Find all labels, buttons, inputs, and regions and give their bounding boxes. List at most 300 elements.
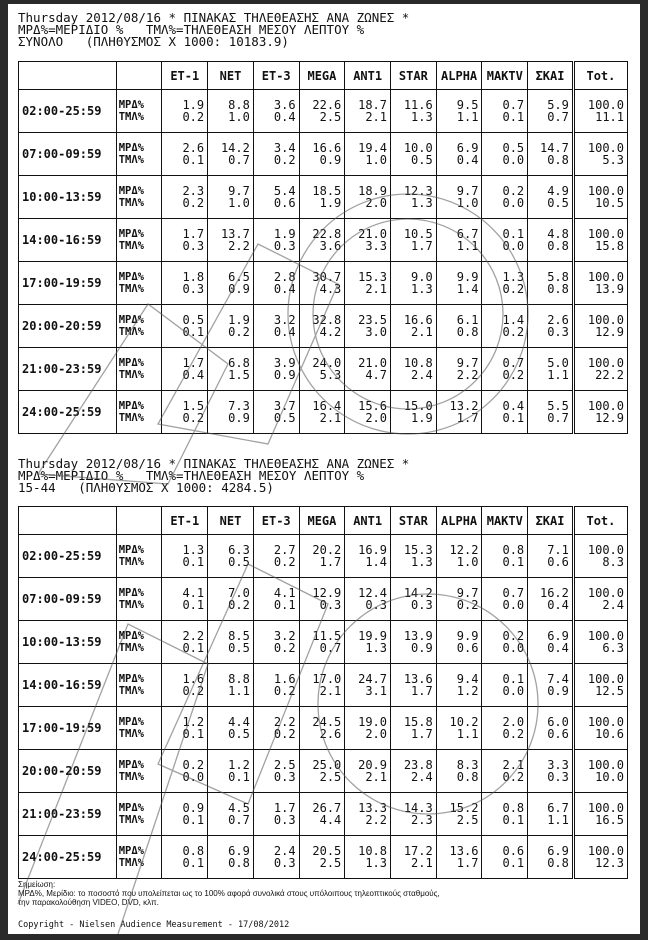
share-value: 12.3 (403, 184, 433, 198)
value-cell (208, 348, 254, 391)
time-slot: 21:00-23:59 (19, 793, 117, 836)
rating-value: 1.7 (411, 239, 433, 253)
share-label: ΜΡΔ% (118, 845, 144, 857)
rating-value: 1.0 (228, 110, 250, 124)
column-header: Tot. (573, 507, 627, 535)
rating-value: 0.4 (273, 325, 296, 339)
rating-value: 1.2 (456, 684, 479, 698)
value-cell (391, 219, 437, 262)
rating-value: 3.0 (365, 325, 387, 339)
metric-labels (116, 219, 162, 262)
share-value: 5.4 (273, 184, 296, 198)
value-cell (436, 90, 482, 133)
time-slot: 14:00-16:59 (19, 664, 117, 707)
share-value: 18.9 (358, 184, 387, 198)
time-slot: 24:00-25:59 (19, 391, 117, 434)
value-cell (528, 133, 574, 176)
rating-value: 1.3 (411, 196, 433, 210)
share-value: 6.9 (228, 844, 250, 858)
value-cell (299, 750, 345, 793)
value-cell (436, 664, 482, 707)
value-cell (345, 90, 391, 133)
ratings-table-15-44 (18, 506, 628, 879)
value-cell (391, 750, 437, 793)
value-cell (482, 348, 528, 391)
value-cell (573, 90, 627, 133)
value-cell (436, 750, 482, 793)
ratings-table-total (18, 61, 628, 434)
section1-header (18, 12, 409, 48)
value-cell (345, 578, 391, 621)
rating-label: ΤΜΛ% (118, 326, 144, 338)
share-value: 16.6 (312, 141, 342, 155)
metric-labels (116, 133, 162, 176)
share-value: 16.2 (539, 586, 569, 600)
rating-value: 0.0 (502, 684, 525, 698)
rating-value: 1.3 (411, 282, 433, 296)
share-value: 4.8 (547, 227, 569, 241)
share-value: 7.3 (228, 399, 250, 413)
value-cell (345, 176, 391, 219)
rating-value: 1.7 (456, 411, 479, 425)
share-value: 0.8 (182, 844, 205, 858)
value-cell (528, 535, 574, 578)
column-header: ALPHA (436, 62, 482, 90)
value-cell (299, 707, 345, 750)
corner-cell (116, 507, 162, 535)
rating-value: 0.0 (502, 239, 525, 253)
rating-value: 4.3 (319, 282, 342, 296)
share-value: 3.9 (273, 356, 296, 370)
share-value: 2.5 (273, 758, 296, 772)
value-cell (528, 578, 574, 621)
table-row (19, 176, 628, 219)
value-cell (528, 176, 574, 219)
value-cell (345, 664, 391, 707)
share-value: 100.0 (587, 399, 624, 413)
rating-value: 0.2 (273, 153, 296, 167)
value-cell (299, 305, 345, 348)
share-value: 1.3 (502, 270, 525, 284)
share-value: 16.9 (358, 543, 387, 557)
value-cell (573, 176, 627, 219)
time-slot: 20:00-20:59 (19, 750, 117, 793)
corner-cell (19, 507, 117, 535)
value-cell (345, 707, 391, 750)
share-value: 16.6 (403, 313, 433, 327)
value-cell (482, 133, 528, 176)
value-cell (162, 219, 208, 262)
rating-value: 12.5 (595, 684, 624, 698)
rating-value: 2.1 (319, 684, 342, 698)
rating-value: 2.1 (319, 411, 342, 425)
value-cell (391, 836, 437, 879)
rating-value: 0.2 (502, 770, 525, 784)
value-cell (345, 348, 391, 391)
share-value: 9.4 (456, 672, 479, 686)
value-cell (528, 305, 574, 348)
time-slot: 02:00-25:59 (19, 90, 117, 133)
rating-label: ΤΜΛ% (118, 857, 144, 869)
rating-value: 12.9 (595, 411, 624, 425)
rating-value: 4.4 (319, 813, 342, 827)
rating-value: 15.8 (595, 239, 624, 253)
share-value: 13.6 (403, 672, 433, 686)
value-cell (208, 391, 254, 434)
rating-value: 0.5 (411, 153, 433, 167)
section2-legend: ΜΡΔ%=ΜΕΡΙΔΙΟ % ΤΜΛ%=ΤΗΛΕΘΕΑΣΗ ΜΕΣΟΥ ΛΕΠΤΟΥ % (18, 468, 365, 483)
share-value: 22.6 (312, 98, 342, 112)
share-label: ΜΡΔ% (118, 271, 144, 283)
report-page (8, 4, 640, 934)
rating-value: 0.5 (228, 641, 250, 655)
rating-value: 10.0 (595, 770, 624, 784)
share-value: 1.7 (182, 356, 205, 370)
share-value: 7.1 (547, 543, 569, 557)
share-value: 100.0 (587, 629, 624, 643)
metric-labels (116, 176, 162, 219)
value-cell (573, 793, 627, 836)
share-value: 2.6 (547, 313, 569, 327)
share-label: ΜΡΔ% (118, 99, 144, 111)
share-value: 100.0 (587, 543, 624, 557)
rating-value: 13.9 (595, 282, 624, 296)
share-value: 2.4 (273, 844, 296, 858)
rating-value: 5.3 (602, 153, 624, 167)
share-value: 15.8 (403, 715, 433, 729)
column-header: STAR (391, 507, 437, 535)
metric-labels (116, 793, 162, 836)
share-label: ΜΡΔ% (118, 630, 144, 642)
value-cell (436, 219, 482, 262)
rating-value: 0.8 (547, 282, 569, 296)
rating-value: 0.9 (319, 153, 342, 167)
value-cell (162, 664, 208, 707)
rating-value: 0.1 (502, 856, 525, 870)
value-cell (253, 262, 299, 305)
rating-value: 2.1 (411, 325, 433, 339)
column-header: MEGA (299, 507, 345, 535)
share-value: 18.5 (312, 184, 342, 198)
rating-value: 0.3 (547, 770, 569, 784)
share-value: 8.8 (228, 672, 250, 686)
share-value: 22.8 (312, 227, 342, 241)
share-value: 14.3 (403, 801, 433, 815)
rating-value: 1.7 (456, 856, 479, 870)
rating-value: 3.3 (365, 239, 387, 253)
value-cell (208, 90, 254, 133)
share-value: 1.3 (182, 543, 205, 557)
rating-value: 0.0 (502, 196, 525, 210)
rating-value: 0.1 (182, 153, 205, 167)
share-value: 14.2 (220, 141, 250, 155)
time-slot: 24:00-25:59 (19, 836, 117, 879)
rating-value: 0.1 (502, 411, 525, 425)
share-value: 24.7 (358, 672, 387, 686)
column-header: ΣΚΑΙ (528, 507, 574, 535)
value-cell (528, 707, 574, 750)
value-cell (436, 535, 482, 578)
rating-value: 1.0 (228, 196, 250, 210)
value-cell (253, 90, 299, 133)
rating-value: 1.1 (456, 727, 479, 741)
value-cell (345, 535, 391, 578)
rating-value: 0.8 (547, 153, 569, 167)
rating-value: 4.2 (319, 325, 342, 339)
value-cell (162, 348, 208, 391)
share-value: 6.5 (228, 270, 250, 284)
rating-value: 0.3 (411, 598, 433, 612)
value-cell (162, 391, 208, 434)
rating-value: 0.2 (182, 684, 205, 698)
value-cell (436, 176, 482, 219)
metric-labels (116, 348, 162, 391)
rating-label: ΤΜΛ% (118, 599, 144, 611)
share-value: 0.5 (502, 141, 525, 155)
rating-value: 1.7 (411, 684, 433, 698)
share-value: 2.3 (182, 184, 205, 198)
share-value: 3.4 (273, 141, 296, 155)
share-value: 17.0 (312, 672, 342, 686)
rating-value: 0.2 (273, 684, 296, 698)
rating-label: ΤΜΛ% (118, 154, 144, 166)
share-value: 15.3 (358, 270, 387, 284)
metric-labels (116, 707, 162, 750)
value-cell (208, 621, 254, 664)
table-row (19, 750, 628, 793)
share-value: 20.5 (312, 844, 342, 858)
share-value: 10.2 (449, 715, 479, 729)
share-value: 0.2 (182, 758, 205, 772)
value-cell (253, 793, 299, 836)
value-cell (299, 348, 345, 391)
share-value: 21.0 (358, 227, 387, 241)
rating-value: 11.1 (595, 110, 624, 124)
share-value: 6.7 (547, 801, 569, 815)
share-value: 30.7 (312, 270, 342, 284)
share-value: 6.9 (547, 629, 569, 643)
rating-value: 0.8 (228, 856, 250, 870)
share-value: 6.9 (547, 844, 569, 858)
rating-value: 1.0 (456, 196, 479, 210)
share-label: ΜΡΔ% (118, 185, 144, 197)
rating-label: ΤΜΛ% (118, 197, 144, 209)
value-cell (253, 133, 299, 176)
rating-value: 0.1 (182, 813, 205, 827)
value-cell (482, 176, 528, 219)
rating-label: ΤΜΛ% (118, 556, 144, 568)
value-cell (391, 391, 437, 434)
value-cell (436, 348, 482, 391)
value-cell (162, 707, 208, 750)
rating-value: 6.3 (602, 641, 624, 655)
share-value: 24.0 (312, 356, 342, 370)
share-value: 0.8 (502, 801, 525, 815)
column-header: ALPHA (436, 507, 482, 535)
rating-value: 0.8 (547, 856, 569, 870)
share-label: ΜΡΔ% (118, 228, 144, 240)
value-cell (253, 707, 299, 750)
rating-value: 0.3 (273, 856, 296, 870)
share-label: ΜΡΔ% (118, 802, 144, 814)
share-value: 23.8 (403, 758, 433, 772)
rating-value: 2.5 (319, 770, 342, 784)
rating-value: 0.2 (228, 598, 250, 612)
header-row (19, 507, 628, 535)
share-value: 100.0 (587, 184, 624, 198)
rating-value: 5.3 (319, 368, 342, 382)
value-cell (573, 262, 627, 305)
share-value: 100.0 (587, 313, 624, 327)
table-row (19, 219, 628, 262)
value-cell (573, 707, 627, 750)
rating-value: 1.4 (456, 282, 479, 296)
share-value: 100.0 (587, 715, 624, 729)
share-value: 10.8 (403, 356, 433, 370)
share-value: 15.2 (449, 801, 479, 815)
value-cell (573, 133, 627, 176)
time-slot: 07:00-09:59 (19, 133, 117, 176)
value-cell (482, 262, 528, 305)
value-cell (162, 262, 208, 305)
share-value: 26.7 (312, 801, 342, 815)
value-cell (299, 535, 345, 578)
value-cell (162, 793, 208, 836)
rating-value: 0.9 (547, 684, 569, 698)
value-cell (436, 578, 482, 621)
value-cell (299, 391, 345, 434)
share-value: 2.6 (182, 141, 205, 155)
value-cell (482, 535, 528, 578)
value-cell (345, 219, 391, 262)
table-row (19, 535, 628, 578)
share-value: 13.7 (220, 227, 250, 241)
metric-labels (116, 750, 162, 793)
share-value: 18.7 (358, 98, 387, 112)
value-cell (253, 750, 299, 793)
value-cell (436, 621, 482, 664)
value-cell (573, 750, 627, 793)
notes-line-1: ΜΡΔ%, Μερίδιο: το ποσοστό που υπολείπεται ως το 100% αφορά συνολικά στους υπόλοιπους τηλεοπτικούς σταθμούς, (18, 889, 440, 898)
share-value: 1.9 (228, 313, 250, 327)
rating-value: 0.6 (273, 196, 296, 210)
time-slot: 17:00-19:59 (19, 262, 117, 305)
value-cell (391, 664, 437, 707)
share-value: 0.5 (182, 313, 205, 327)
column-header: ET-1 (162, 507, 208, 535)
rating-value: 0.8 (456, 325, 479, 339)
share-label: ΜΡΔ% (118, 759, 144, 771)
rating-value: 0.2 (182, 110, 205, 124)
rating-value: 12.3 (595, 856, 624, 870)
share-value: 8.5 (228, 629, 250, 643)
share-value: 100.0 (587, 141, 624, 155)
rating-value: 0.9 (228, 411, 250, 425)
value-cell (391, 621, 437, 664)
value-cell (391, 176, 437, 219)
value-cell (573, 305, 627, 348)
value-cell (528, 391, 574, 434)
rating-value: 0.4 (547, 598, 569, 612)
time-slot: 17:00-19:59 (19, 707, 117, 750)
rating-value: 12.9 (595, 325, 624, 339)
rating-value: 1.3 (365, 856, 387, 870)
share-value: 2.2 (273, 715, 296, 729)
table-row (19, 391, 628, 434)
copyright: Copyright - Nielsen Audience Measurement - 17/08/2012 (18, 920, 290, 930)
rating-value: 0.3 (273, 239, 296, 253)
share-value: 2.1 (502, 758, 525, 772)
value-cell (253, 535, 299, 578)
share-label: ΜΡΔ% (118, 673, 144, 685)
rating-value: 0.9 (273, 368, 296, 382)
value-cell (436, 391, 482, 434)
rating-value: 0.1 (182, 641, 205, 655)
rating-value: 0.1 (182, 727, 205, 741)
rating-value: 0.4 (547, 641, 569, 655)
value-cell (162, 176, 208, 219)
share-value: 3.6 (273, 98, 296, 112)
value-cell (162, 750, 208, 793)
share-value: 0.7 (502, 586, 525, 600)
share-value: 8.3 (456, 758, 479, 772)
value-cell (436, 836, 482, 879)
share-value: 19.9 (358, 629, 387, 643)
rating-value: 1.9 (319, 196, 342, 210)
share-value: 12.2 (449, 543, 479, 557)
share-value: 5.8 (547, 270, 569, 284)
rating-label: ΤΜΛ% (118, 111, 144, 123)
share-value: 9.0 (411, 270, 433, 284)
rating-value: 0.3 (319, 598, 342, 612)
share-value: 100.0 (587, 758, 624, 772)
column-header: MAKTV (482, 62, 528, 90)
share-value: 1.8 (182, 270, 205, 284)
share-value: 0.1 (502, 672, 525, 686)
value-cell (528, 750, 574, 793)
value-cell (299, 578, 345, 621)
share-value: 14.7 (539, 141, 569, 155)
value-cell (436, 707, 482, 750)
rating-value: 2.1 (411, 856, 433, 870)
value-cell (162, 836, 208, 879)
column-header: ΣΚΑΙ (528, 62, 574, 90)
value-cell (482, 664, 528, 707)
share-value: 1.7 (273, 801, 296, 815)
value-cell (391, 90, 437, 133)
share-value: 32.8 (312, 313, 342, 327)
value-cell (528, 793, 574, 836)
share-value: 6.0 (547, 715, 569, 729)
value-cell (208, 535, 254, 578)
value-cell (528, 621, 574, 664)
share-value: 16.4 (312, 399, 342, 413)
value-cell (573, 391, 627, 434)
rating-value: 0.2 (502, 282, 525, 296)
value-cell (299, 133, 345, 176)
share-value: 15.6 (358, 399, 387, 413)
column-header: ANT1 (345, 507, 391, 535)
rating-label: ΤΜΛ% (118, 728, 144, 740)
rating-value: 0.3 (182, 282, 205, 296)
value-cell (299, 262, 345, 305)
value-cell (208, 305, 254, 348)
rating-label: ΤΜΛ% (118, 283, 144, 295)
value-cell (208, 578, 254, 621)
table-row (19, 621, 628, 664)
rating-value: 2.0 (365, 727, 387, 741)
rating-value: 0.0 (502, 641, 525, 655)
